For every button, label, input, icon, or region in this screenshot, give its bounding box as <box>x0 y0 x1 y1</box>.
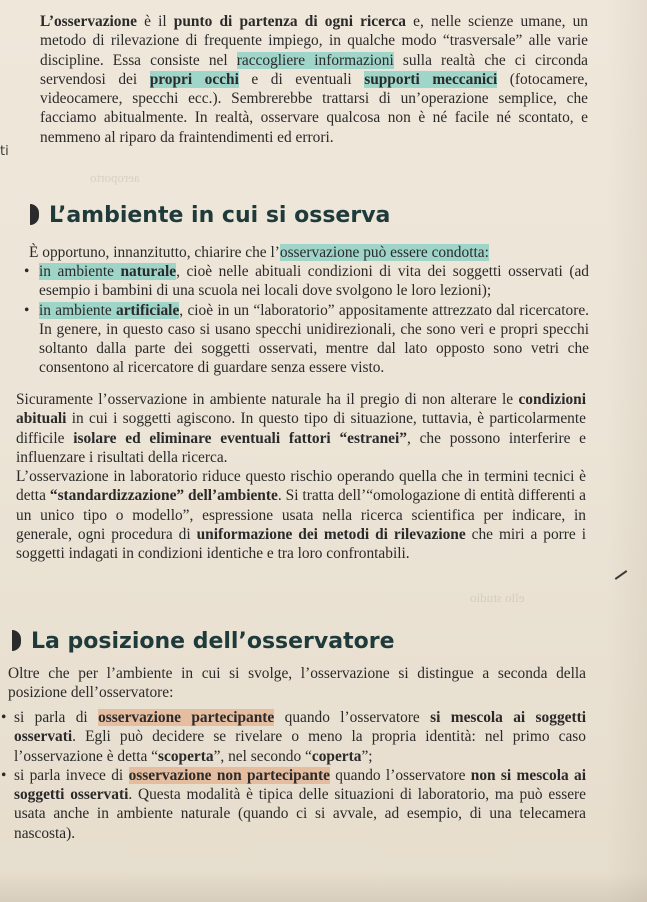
highlight-non-partecipante: osservazione non partecipante <box>128 766 330 784</box>
show-through-text: aeroporto <box>90 170 140 185</box>
page-curve-shadow <box>607 0 647 902</box>
list-item-artificiale: • in ambiente artificiale, cioè in un “laboratorio” appositamente attrezzato dal ricercatore. In genere, in questo caso si usano specchi unidirezionali, che sono veri e propri specchi soltanto dalla parte dei soggetti osservati, mentre dal lato opposto sono vetri che consentono al ricercatore di guardare senza essere visto. <box>29 301 589 378</box>
term-osservazione: L’osservazione <box>40 13 137 30</box>
list-item-partecipante: • si parla di osservazione partecipante quando l’osservatore si mescola ai soggetti osservati. Egli può decidere se rivelare o meno la propria identità: nel primo caso l’osservazione è detta “scoperta”, nel secondo “coperta”; <box>8 708 586 766</box>
heading-marker-icon <box>12 630 21 651</box>
section-heading-posizione: La posizione dell’osservatore <box>12 629 395 654</box>
highlight-supporti: supporti meccanici <box>364 70 498 88</box>
highlight-partecipante: osservazione partecipante <box>98 709 275 726</box>
intro-paragraph: L’osservazione è il punto di partenza di ogni ricerca e, nelle scienze umane, un metodo di rilevazione di frequente impiego, in qualche modo “trasversale” alle varie discipline. Essa consiste nel raccogliere informazioni sulla realtà che ci circonda servendosi dei propri occhi e di eventuali supporti meccanici (fotocamere, videocamere, specchi ecc.). Sembrerebbe trattarsi di un’operazione semplice, che facciamo abitualmente. In realtà, osservare qualcosa non è né facile né scontato, e nemmeno al riparo da fraintendimenti ed errori. <box>40 13 588 146</box>
section-heading-ambiente: L’ambiente in cui si osserva <box>30 203 390 228</box>
observer-position-list <box>8 708 586 843</box>
show-through-text: ello studio <box>470 590 525 605</box>
highlight-raccogliere: raccogliere informazioni <box>236 51 394 69</box>
section2-intro: Oltre che per l’ambiente in cui si svolge, l’osservazione si distingue a seconda della posizione dell’osservatore: <box>8 665 586 702</box>
list-item-naturale: • in ambiente naturale, cioè nelle abituali condizioni di vita dei soggetti osservati (ad esempio i bambini di una scuola nei locali dove svolgono le loro lezioni); <box>29 262 589 301</box>
highlight-condotta: osservazione può essere condotta: <box>279 244 489 261</box>
margin-note: ti <box>0 144 9 159</box>
heading-marker-icon <box>30 204 39 225</box>
list-item-non-partecipante: • si parla invece di osservazione non partecipante quando l’osservatore non si mescola ai soggetti osservati. Questa modalità è tipica delle situazioni di laboratorio, ma può essere usata anche in ambiente naturale (quando ci si avvale, ad esempio, di una telecamera nascosta). <box>8 766 586 843</box>
highlight-propri-occhi: propri occhi <box>149 70 239 88</box>
page-bottom-shadow <box>0 872 647 902</box>
paragraph-laboratorio: L’osservazione in laboratorio riduce questo rischio operando quella che in termini tecnici è detta “standardizzazione” dell’ambiente. Si tratta dell’“omologazione di entità differenti a un unico tipo o modello”, espressione usata nella ricerca scientifica per indicare, in generale, ogni procedura di uniformazione dei metodi di rilevazione che miri a porre i soggetti indagati in condizioni identiche e tra loro confrontabili. <box>16 468 586 563</box>
environment-list <box>29 262 589 378</box>
paragraph-naturale: Sicuramente l’osservazione in ambiente naturale ha il pregio di non alterare le condizioni abituali in cui i soggetti agiscono. In questo tipo di situazione, tuttavia, è particolarmente difficile isolare ed eliminare eventuali fattori “estranei”, che possono interferire e influenzare i risultati della ricerca. <box>16 391 586 466</box>
section1-intro: È opportuno, innanzitutto, chiarire che l’osservazione può essere condotta: <box>29 244 489 261</box>
